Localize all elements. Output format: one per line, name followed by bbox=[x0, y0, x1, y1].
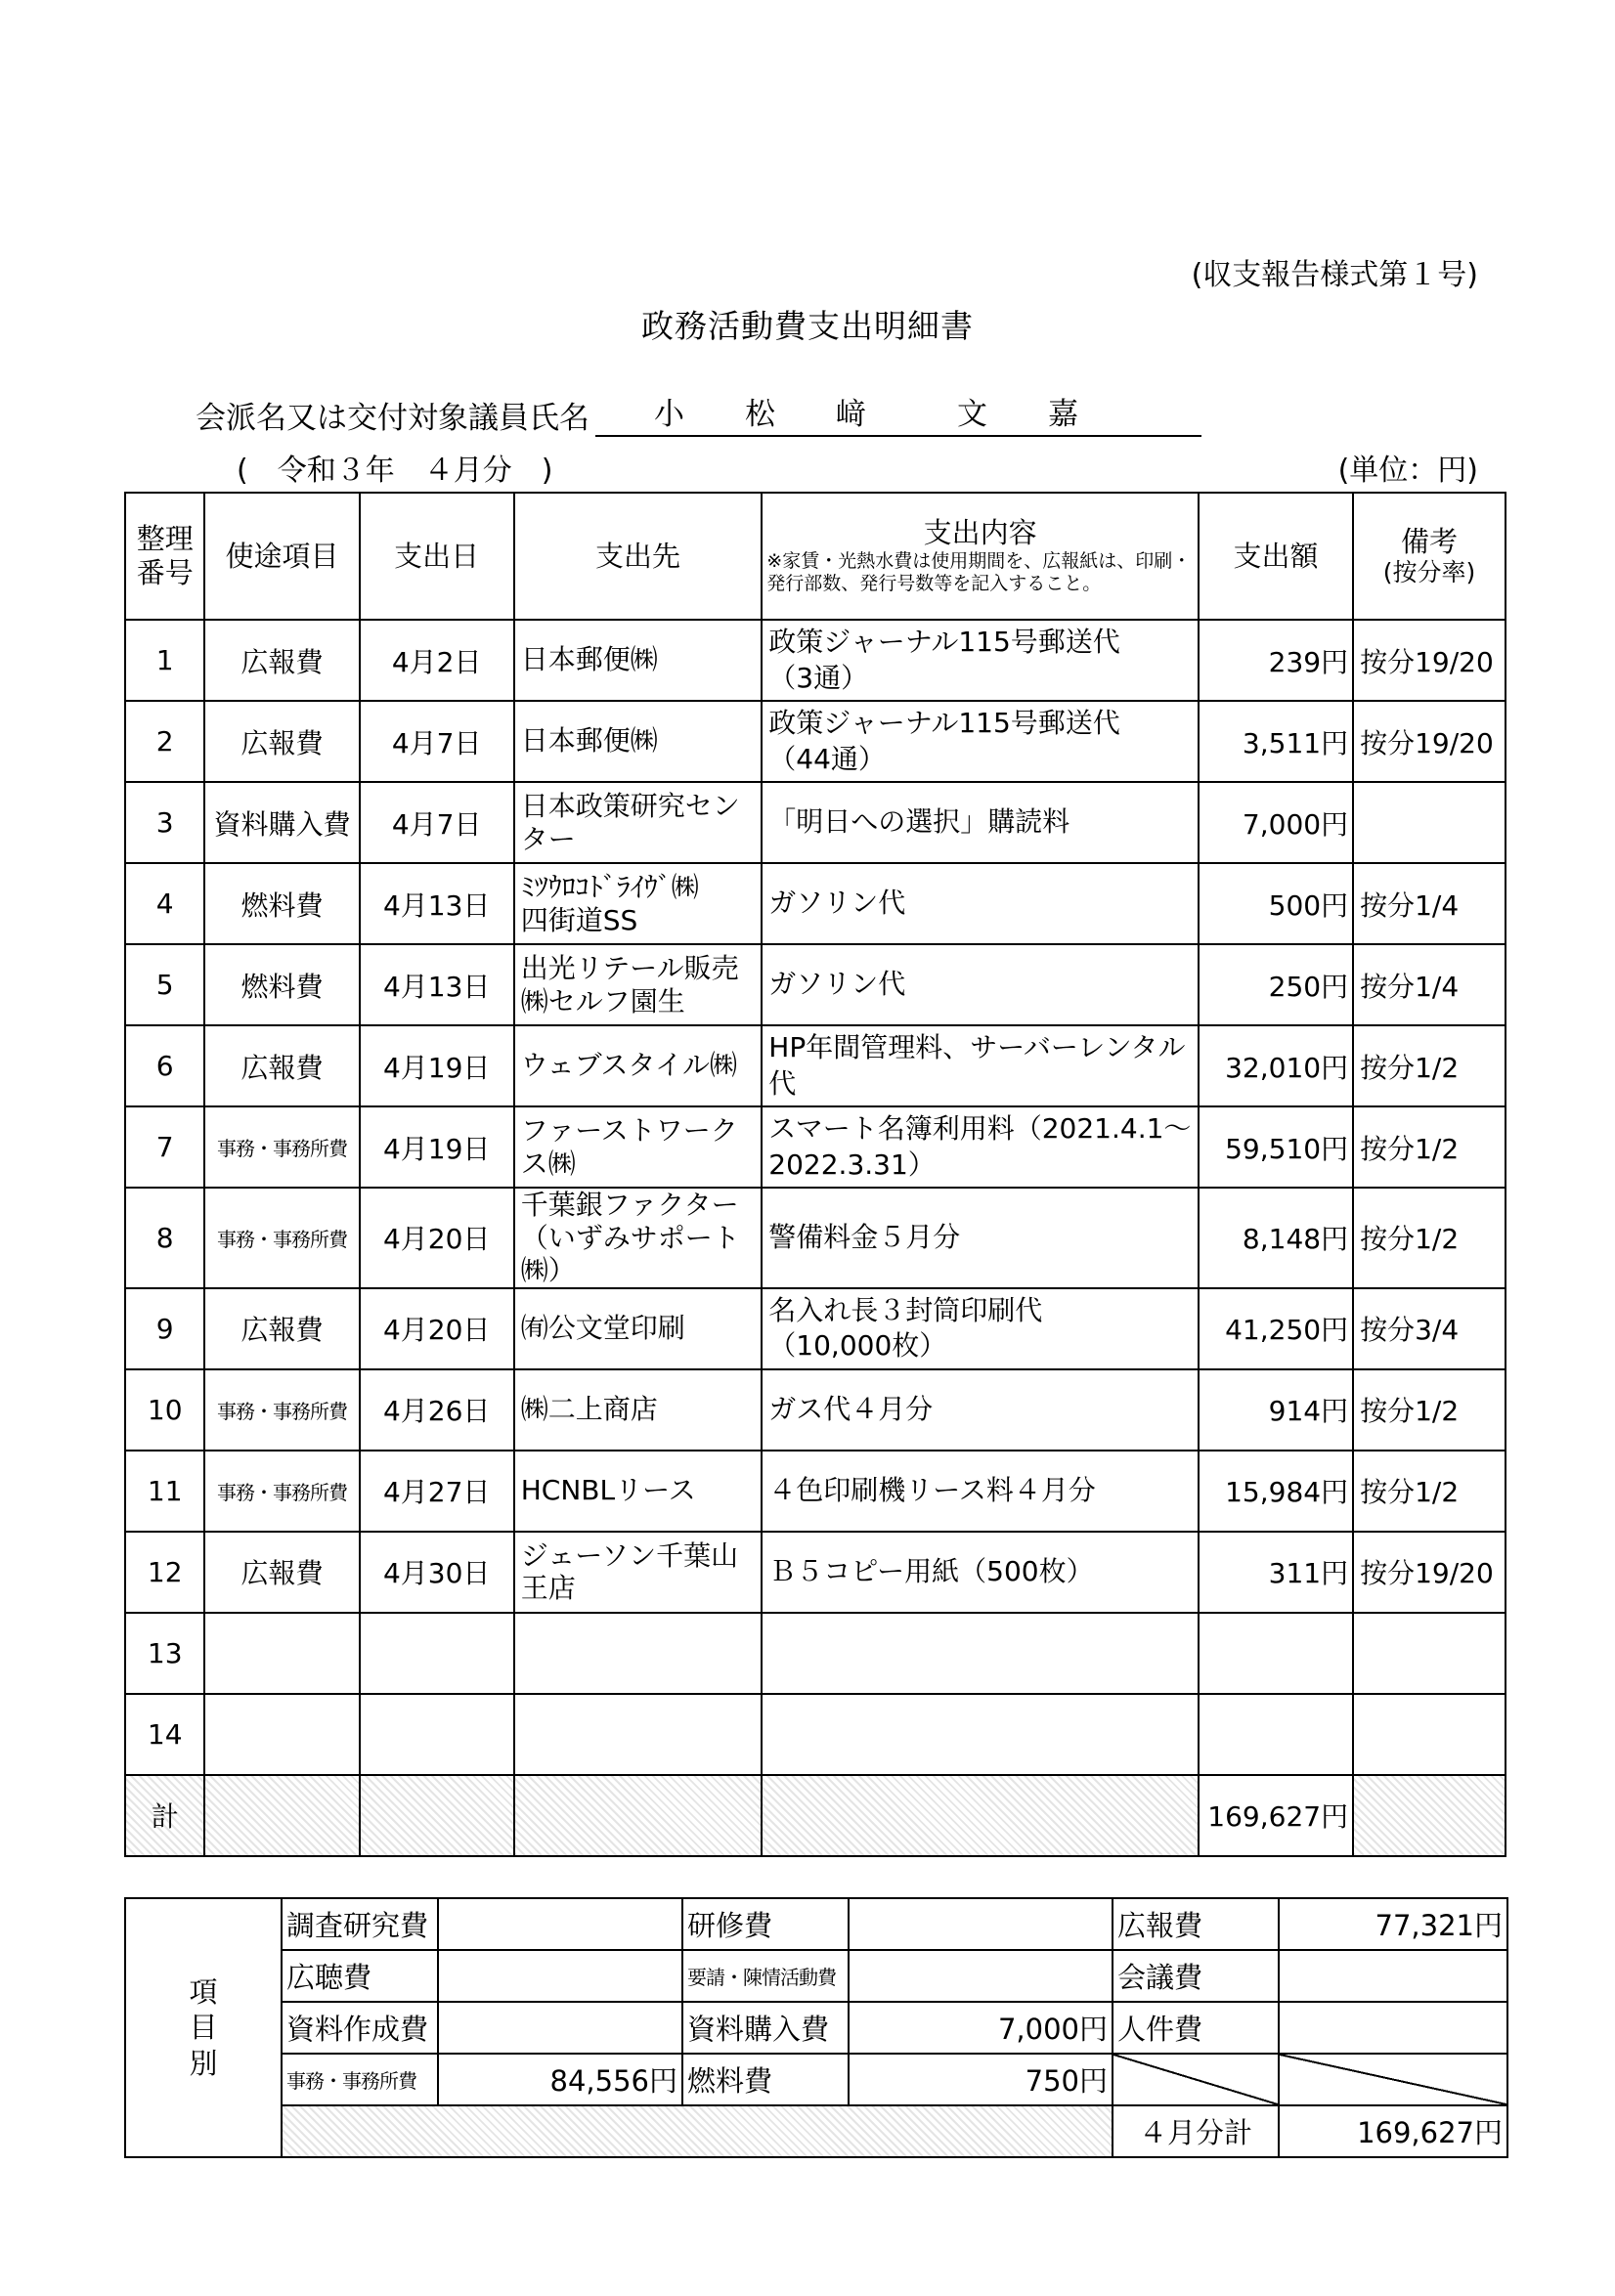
row-content: ガソリン代 bbox=[762, 944, 1199, 1025]
row-no: 6 bbox=[125, 1025, 204, 1106]
header-payee: 支出先 bbox=[514, 493, 763, 620]
summary-label-kenshu: 研修費 bbox=[682, 1898, 849, 1950]
row-date: 4月2日 bbox=[360, 620, 514, 701]
row-date: 4月13日 bbox=[360, 863, 514, 944]
row-date: 4月30日 bbox=[360, 1532, 514, 1613]
summary-value-yosei bbox=[849, 1950, 1113, 2002]
row-content: Ｂ５コピー用紙（500枚） bbox=[762, 1532, 1199, 1613]
header-date: 支出日 bbox=[360, 493, 514, 620]
row-amount: 250円 bbox=[1199, 944, 1353, 1025]
summary-label-jimu: 事務・事務所費 bbox=[282, 2054, 438, 2105]
member-name: 小 松 﨑 文 嘉 bbox=[595, 389, 1201, 437]
row-no: 3 bbox=[125, 782, 204, 863]
table-row bbox=[125, 1451, 1506, 1532]
header-no: 整理番号 bbox=[125, 493, 204, 620]
row-remarks: 按分3/4 bbox=[1353, 1288, 1506, 1369]
row-date: 4月7日 bbox=[360, 782, 514, 863]
row-date bbox=[360, 1694, 514, 1775]
row-no: 13 bbox=[125, 1613, 204, 1694]
row-amount: 8,148円 bbox=[1199, 1188, 1353, 1288]
row-amount: 32,010円 bbox=[1199, 1025, 1353, 1106]
unit-label: (単位：円) bbox=[1337, 454, 1478, 488]
table-row bbox=[125, 701, 1506, 782]
table-row bbox=[125, 1369, 1506, 1451]
total-blank bbox=[1353, 1775, 1506, 1856]
header-amount: 支出額 bbox=[1199, 493, 1353, 620]
summary-value-chosa bbox=[438, 1898, 682, 1950]
row-category: 事務・事務所費 bbox=[204, 1369, 359, 1451]
row-amount: 15,984円 bbox=[1199, 1451, 1353, 1532]
summary-value-nenryo: 750円 bbox=[849, 2054, 1113, 2105]
row-no: 10 bbox=[125, 1369, 204, 1451]
row-category: 事務・事務所費 bbox=[204, 1451, 359, 1532]
row-content: ４色印刷機リース料４月分 bbox=[762, 1451, 1199, 1532]
row-date: 4月7日 bbox=[360, 701, 514, 782]
row-amount: 914円 bbox=[1199, 1369, 1353, 1451]
summary-shaded-area bbox=[282, 2105, 1113, 2157]
summary-value-jimu: 84,556円 bbox=[438, 2054, 682, 2105]
row-no: 14 bbox=[125, 1694, 204, 1775]
row-category: 事務・事務所費 bbox=[204, 1106, 359, 1188]
table-row bbox=[125, 944, 1506, 1025]
row-date bbox=[360, 1613, 514, 1694]
row-content: ガソリン代 bbox=[762, 863, 1199, 944]
row-category: 資料購入費 bbox=[204, 782, 359, 863]
row-amount: 7,000円 bbox=[1199, 782, 1353, 863]
row-remarks bbox=[1353, 1694, 1506, 1775]
table-row bbox=[125, 1106, 1506, 1188]
month-total-label: ４月分計 bbox=[1113, 2105, 1279, 2157]
row-remarks: 按分19/20 bbox=[1353, 701, 1506, 782]
row-date: 4月13日 bbox=[360, 944, 514, 1025]
member-label: 会派名又は交付対象議員氏名 bbox=[196, 401, 589, 436]
member-line bbox=[196, 389, 1201, 437]
row-date: 4月27日 bbox=[360, 1451, 514, 1532]
row-amount: 3,511円 bbox=[1199, 701, 1353, 782]
expense-table bbox=[124, 492, 1506, 1857]
row-payee: ウェブスタイル㈱ bbox=[514, 1025, 763, 1106]
row-payee: ファーストワークス㈱ bbox=[514, 1106, 763, 1188]
row-content: HP年間管理料、サーバーレンタル代 bbox=[762, 1025, 1199, 1106]
row-amount: 41,250円 bbox=[1199, 1288, 1353, 1369]
row-content: 警備料金５月分 bbox=[762, 1188, 1199, 1288]
row-amount bbox=[1199, 1613, 1353, 1694]
row-payee: ㈱二上商店 bbox=[514, 1369, 763, 1451]
summary-value-koho: 77,321円 bbox=[1279, 1898, 1507, 1950]
summary-value-jinken bbox=[1279, 2002, 1507, 2054]
summary-label-kaigi: 会議費 bbox=[1113, 1950, 1279, 2002]
table-row bbox=[125, 863, 1506, 944]
row-payee: 日本郵便㈱ bbox=[514, 701, 763, 782]
table-row bbox=[125, 1613, 1506, 1694]
row-remarks bbox=[1353, 1613, 1506, 1694]
row-no: 8 bbox=[125, 1188, 204, 1288]
row-category bbox=[204, 1694, 359, 1775]
row-category: 広報費 bbox=[204, 1288, 359, 1369]
summary-diagonal-cell bbox=[1279, 2054, 1507, 2105]
table-row bbox=[125, 1532, 1506, 1613]
table-row bbox=[125, 1025, 1506, 1106]
row-content: 政策ジャーナル115号郵送代 （3通） bbox=[762, 620, 1199, 701]
row-category: 広報費 bbox=[204, 1532, 359, 1613]
table-row bbox=[125, 1694, 1506, 1775]
row-remarks: 按分1/2 bbox=[1353, 1451, 1506, 1532]
row-payee bbox=[514, 1613, 763, 1694]
header-content bbox=[762, 493, 1199, 620]
row-payee: ﾐﾂｳﾛｺﾄﾞﾗｲｳﾞ㈱ 四街道SS bbox=[514, 863, 763, 944]
row-amount: 59,510円 bbox=[1199, 1106, 1353, 1188]
summary-side-label: 項 目 別 bbox=[125, 1898, 282, 2157]
summary-value-sakusei bbox=[438, 2002, 682, 2054]
summary-value-kaigi bbox=[1279, 1950, 1507, 2002]
summary-label-konyu: 資料購入費 bbox=[682, 2002, 849, 2054]
row-no: 11 bbox=[125, 1451, 204, 1532]
header-remarks-label: 備考 bbox=[1401, 524, 1459, 558]
row-category: 事務・事務所費 bbox=[204, 1188, 359, 1288]
row-payee bbox=[514, 1694, 763, 1775]
table-row bbox=[125, 1188, 1506, 1288]
period: ( 令和３年 ４月分 ) bbox=[237, 454, 553, 488]
category-summary-table bbox=[124, 1897, 1508, 2158]
summary-label-yosei: 要請・陳情活動費 bbox=[682, 1950, 849, 2002]
row-no: 2 bbox=[125, 701, 204, 782]
total-blank bbox=[762, 1775, 1199, 1856]
row-payee: 日本政策研究センター bbox=[514, 782, 763, 863]
row-no: 1 bbox=[125, 620, 204, 701]
summary-label-kocho: 広聴費 bbox=[282, 1950, 438, 2002]
summary-label-sakusei: 資料作成費 bbox=[282, 2002, 438, 2054]
row-no: 12 bbox=[125, 1532, 204, 1613]
row-amount: 500円 bbox=[1199, 863, 1353, 944]
header-category: 使途項目 bbox=[204, 493, 359, 620]
header-content-label: 支出内容 bbox=[923, 515, 1037, 549]
total-blank bbox=[514, 1775, 763, 1856]
row-date: 4月26日 bbox=[360, 1369, 514, 1451]
row-remarks bbox=[1353, 782, 1506, 863]
row-content: スマート名簿利用料（2021.4.1～ 2022.3.31） bbox=[762, 1106, 1199, 1188]
total-blank bbox=[360, 1775, 514, 1856]
table-row bbox=[125, 1288, 1506, 1369]
summary-label-chosa: 調査研究費 bbox=[282, 1898, 438, 1950]
summary-value-kocho bbox=[438, 1950, 682, 2002]
row-remarks: 按分1/2 bbox=[1353, 1106, 1506, 1188]
summary-diagonal-cell bbox=[1113, 2054, 1279, 2105]
header-content-note: ※家賃・光熱水費は使用期間を、広報紙は、印刷・発行部数、発行号数等を記入すること。 bbox=[766, 549, 1192, 595]
row-content bbox=[762, 1613, 1199, 1694]
table-row bbox=[125, 782, 1506, 863]
summary-value-kenshu bbox=[849, 1898, 1113, 1950]
row-no: 9 bbox=[125, 1288, 204, 1369]
row-content: 政策ジャーナル115号郵送代 （44通） bbox=[762, 701, 1199, 782]
row-content: ガス代４月分 bbox=[762, 1369, 1199, 1451]
row-date: 4月19日 bbox=[360, 1106, 514, 1188]
row-remarks: 按分1/4 bbox=[1353, 863, 1506, 944]
header-remarks bbox=[1353, 493, 1506, 620]
row-category: 燃料費 bbox=[204, 863, 359, 944]
row-content: 名入れ長３封筒印刷代 （10,000枚） bbox=[762, 1288, 1199, 1369]
row-no: 7 bbox=[125, 1106, 204, 1188]
summary-value-konyu: 7,000円 bbox=[849, 2002, 1113, 2054]
total-amount: 169,627円 bbox=[1199, 1775, 1353, 1856]
table-header-row bbox=[125, 493, 1506, 620]
row-amount bbox=[1199, 1694, 1353, 1775]
row-amount: 239円 bbox=[1199, 620, 1353, 701]
month-total-value: 169,627円 bbox=[1279, 2105, 1507, 2157]
row-no: 5 bbox=[125, 944, 204, 1025]
total-blank bbox=[204, 1775, 359, 1856]
row-remarks: 按分1/2 bbox=[1353, 1188, 1506, 1288]
row-payee: HCNBLリース bbox=[514, 1451, 763, 1532]
row-date: 4月20日 bbox=[360, 1288, 514, 1369]
row-content bbox=[762, 1694, 1199, 1775]
row-remarks: 按分19/20 bbox=[1353, 620, 1506, 701]
row-payee: ㈲公文堂印刷 bbox=[514, 1288, 763, 1369]
form-number: (収支報告様式第１号) bbox=[1191, 258, 1478, 292]
summary-label-koho: 広報費 bbox=[1113, 1898, 1279, 1950]
row-payee: 千葉銀ファクター （いずみサポート㈱） bbox=[514, 1188, 763, 1288]
row-category: 広報費 bbox=[204, 620, 359, 701]
row-payee: 日本郵便㈱ bbox=[514, 620, 763, 701]
row-date: 4月20日 bbox=[360, 1188, 514, 1288]
row-date: 4月19日 bbox=[360, 1025, 514, 1106]
row-category: 燃料費 bbox=[204, 944, 359, 1025]
row-no: 4 bbox=[125, 863, 204, 944]
row-remarks: 按分19/20 bbox=[1353, 1532, 1506, 1613]
total-label: 計 bbox=[125, 1775, 204, 1856]
row-category: 広報費 bbox=[204, 1025, 359, 1106]
header-remarks-sub: (按分率) bbox=[1382, 558, 1476, 587]
row-amount: 311円 bbox=[1199, 1532, 1353, 1613]
total-row bbox=[125, 1775, 1506, 1856]
row-category bbox=[204, 1613, 359, 1694]
row-remarks: 按分1/4 bbox=[1353, 944, 1506, 1025]
row-category: 広報費 bbox=[204, 701, 359, 782]
table-row bbox=[125, 620, 1506, 701]
document-title: 政務活動費支出明細書 bbox=[641, 307, 974, 345]
row-payee: ジェーソン千葉山王店 bbox=[514, 1532, 763, 1613]
summary-label-nenryo: 燃料費 bbox=[682, 2054, 849, 2105]
row-remarks: 按分1/2 bbox=[1353, 1369, 1506, 1451]
row-remarks: 按分1/2 bbox=[1353, 1025, 1506, 1106]
row-payee: 出光リテール販売㈱セルフ園生 bbox=[514, 944, 763, 1025]
row-content: 「明日への選択」購読料 bbox=[762, 782, 1199, 863]
summary-label-jinken: 人件費 bbox=[1113, 2002, 1279, 2054]
